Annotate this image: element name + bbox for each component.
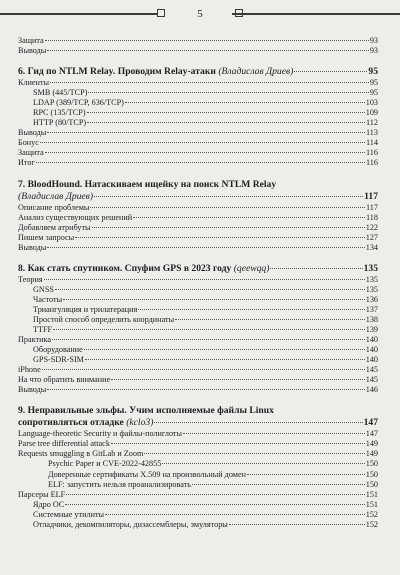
toc-entry-title: Оборудование: [33, 345, 83, 355]
page-number: 5: [197, 8, 203, 20]
toc-entry-page: 152: [365, 519, 378, 529]
toc-entry: [18, 78, 378, 88]
toc-entry-page: 95: [369, 88, 378, 98]
toc-entry: [18, 459, 378, 469]
toc-entry: [18, 223, 378, 233]
chapter-author: (Владислав Дриев): [18, 190, 94, 202]
toc-leader: [44, 279, 365, 280]
toc-entry: [18, 36, 378, 46]
toc-entry-title: ELF: запустить нельзя проанализировать: [48, 479, 192, 489]
toc-entry: [18, 315, 378, 325]
table-of-contents: [18, 36, 378, 530]
toc-entry: [18, 345, 378, 355]
toc-entry-page: 95: [369, 78, 378, 88]
toc-entry-title: Описание проблемы: [18, 202, 90, 212]
chapter-author: (kclo3): [126, 417, 154, 429]
toc-entry-title: Практика: [18, 335, 51, 345]
toc-entry-page: 147: [365, 429, 378, 439]
toc-entry: [18, 480, 378, 490]
toc-leader: [229, 524, 365, 525]
toc-leader: [50, 82, 369, 83]
toc-entry-title: Добавляем атрибуты: [18, 222, 91, 232]
toc-entry-page: 93: [369, 36, 378, 45]
toc-entry-page: 116: [366, 148, 378, 158]
toc-entry-title: GNSS: [33, 284, 54, 294]
chapter-title: 6. Гид по NTLM Relay. Проводим Relay-атаки: [18, 66, 216, 78]
toc-leader: [111, 379, 365, 380]
toc-entry: [18, 275, 378, 285]
toc-entry-title: GPS-SDR-SIM: [33, 355, 84, 365]
toc-leader: [270, 268, 362, 269]
toc-entry-page: 150: [365, 469, 378, 479]
chapter-heading: [18, 191, 378, 203]
toc-entry-page: 135: [365, 284, 378, 294]
toc-leader: [53, 329, 365, 330]
toc-entry-title: SMB (445/TCP): [33, 88, 88, 98]
toc-leader: [154, 422, 362, 423]
toc-entry-title: Выводы: [18, 385, 47, 395]
toc-entry: [18, 243, 378, 253]
toc-entry-page: 140: [365, 355, 378, 365]
toc-leader: [75, 237, 365, 238]
toc-leader: [45, 40, 369, 41]
toc-entry: [18, 520, 378, 530]
toc-leader: [87, 112, 365, 113]
toc-entry-page: 109: [365, 108, 378, 118]
toc-entry-title: Выводы: [18, 46, 47, 56]
toc-entry-title: Бонус: [18, 138, 39, 148]
toc-entry-page: 118: [366, 212, 378, 222]
toc-leader: [63, 299, 365, 300]
toc-entry-page: 139: [365, 324, 378, 334]
toc-entry-title: Системные утилиты: [33, 509, 105, 519]
toc-entry-page: 135: [365, 274, 378, 284]
chapter-title-cont: сопротивляться отладке: [18, 417, 124, 429]
toc-entry-title: На что обратить внимание: [18, 375, 111, 385]
toc-entry-title: Пишем запросы: [18, 232, 75, 242]
toc-entry-title: Простой способ определить координаты: [33, 314, 175, 324]
toc-entry-title: Language-theoretic Security и файлы-полиглоты: [18, 429, 183, 439]
chapter-entries: [18, 203, 378, 253]
toc-entry: [18, 375, 378, 385]
toc-entry-page: 152: [365, 509, 378, 519]
toc-leader: [192, 484, 365, 485]
toc-leader: [92, 227, 365, 228]
toc-leader: [85, 359, 365, 360]
toc-entry-title: Анализ существующих решений: [18, 212, 133, 222]
chapter-title: 9. Неправильные эльфы. Учим исполняемые файлы Linux: [18, 405, 274, 417]
toc-leader: [87, 122, 365, 123]
toc-entry: [18, 98, 378, 108]
toc-entry: [18, 439, 378, 449]
toc-entry: [18, 355, 378, 365]
chapter-heading: [18, 417, 378, 429]
toc-leader: [66, 494, 365, 495]
toc-entry: [18, 138, 378, 148]
chapter-title: 8. Как стать спутником. Спуфим GPS в 2023 году: [18, 262, 232, 274]
chapter-page: 147: [363, 417, 378, 429]
toc-entry-page: 138: [365, 314, 378, 324]
toc-entry-title: Защита: [18, 36, 44, 45]
toc-entry: [18, 305, 378, 315]
toc-leader: [45, 152, 365, 153]
toc-entry-title: HTTP (80/TCP): [33, 118, 87, 128]
toc-entry-page: 113: [366, 128, 378, 138]
chapter-entries: [18, 78, 378, 168]
chapter-page: 95: [368, 66, 378, 78]
toc-entry: [18, 470, 378, 480]
toc-entry-title: Частоты: [33, 294, 63, 304]
toc-leader: [138, 309, 364, 310]
toc-entry-page: 103: [365, 98, 378, 108]
toc-leader: [47, 389, 364, 390]
toc-entry: [18, 295, 378, 305]
toc-entry: [18, 510, 378, 520]
toc-leader: [88, 92, 368, 93]
toc-entry: [18, 203, 378, 213]
toc-entry-title: Requests smuggling в GitLab и Zoom: [18, 449, 144, 459]
toc-leader: [183, 433, 365, 434]
running-header: [0, 6, 400, 22]
toc-entry: [18, 500, 378, 510]
toc-leader: [84, 349, 365, 350]
toc-leader: [294, 71, 367, 72]
toc-entry: [18, 325, 378, 335]
toc-entry-page: 151: [365, 499, 378, 509]
toc-leader: [111, 443, 365, 444]
toc-entry: [18, 285, 378, 295]
chapter-title: 7. BloodHound. Натаскиваем ищейку на поиск NTLM Relay: [18, 178, 277, 190]
toc-entry: [18, 88, 378, 98]
chapter-page: 135: [363, 262, 378, 274]
toc-leader: [40, 142, 365, 143]
toc-entry-title: Ядро ОС: [33, 499, 65, 509]
toc-entry: [18, 365, 378, 375]
toc-leader: [65, 504, 364, 505]
toc-entry: [18, 385, 378, 395]
toc-leader: [47, 247, 364, 248]
toc-entry: [18, 118, 378, 128]
toc-entry-page: 112: [366, 118, 378, 128]
toc-entry: [18, 148, 378, 158]
toc-leader: [52, 339, 365, 340]
header-rule-right: [232, 13, 400, 15]
toc-entry-title: TTFF: [33, 324, 53, 334]
toc-entry-page: 145: [365, 375, 378, 385]
toc-entry: [18, 128, 378, 138]
chapter-heading: [18, 66, 378, 78]
toc-entry-page: 150: [365, 479, 378, 489]
toc-entry-page: 149: [365, 449, 378, 459]
toc-entry-title: Итог: [18, 158, 35, 168]
toc-entry: [18, 490, 378, 500]
toc-entry-page: 134: [365, 242, 378, 252]
chapter-author: (qeewqq): [233, 262, 270, 274]
toc-entry-page: 137: [365, 304, 378, 314]
toc-leader: [94, 196, 363, 197]
toc-entry: [18, 213, 378, 223]
chapter-page: 117: [364, 190, 378, 202]
toc-entry-page: 140: [365, 345, 378, 355]
toc-entry: [18, 108, 378, 118]
toc-entry-page: 93: [369, 46, 378, 56]
toc-leader: [36, 162, 365, 163]
toc-entry: [18, 46, 378, 56]
toc-entry-page: 140: [365, 335, 378, 345]
toc-entry: [18, 335, 378, 345]
toc-entry-title: Выводы: [18, 242, 47, 252]
toc-entry-page: 149: [365, 439, 378, 449]
header-rule-left: [0, 13, 160, 15]
toc-entry-page: 145: [365, 365, 378, 375]
toc-entry-title: iPhone: [18, 365, 41, 375]
toc-leader: [125, 102, 365, 103]
toc-entry-page: 151: [365, 489, 378, 499]
toc-entry-page: 127: [365, 232, 378, 242]
toc-entry-title: LDAP (389/TCP, 636/TCP): [33, 98, 124, 108]
toc-entry-title: Psychic Paper и CVE-2022-42855: [48, 459, 162, 469]
toc-entry-title: Клиенты: [18, 78, 50, 88]
toc-entry-page: 146: [365, 385, 378, 395]
toc-entry-title: Парсеры ELF: [18, 489, 66, 499]
toc-leader: [47, 50, 369, 51]
toc-leader: [175, 319, 365, 320]
toc-leader: [55, 289, 365, 290]
toc-entry-page: 136: [365, 294, 378, 304]
toc-entry: [18, 233, 378, 243]
chapter-author: (Владислав Дриев): [218, 66, 294, 78]
chapter-entries: [18, 275, 378, 396]
toc-leader: [105, 514, 365, 515]
toc-entry: [18, 449, 378, 459]
chapter-heading: [18, 263, 378, 275]
toc-entry-page: 117: [366, 202, 378, 212]
toc-leader: [144, 453, 364, 454]
toc-entry-title: RPC (135/TCP): [33, 108, 86, 118]
toc-leader: [133, 217, 365, 218]
toc-leader: [247, 474, 365, 475]
toc-entry-title: Выводы: [18, 128, 47, 138]
toc-entry-title: Доверенные сертификаты X.509 на произвольный домен: [48, 469, 246, 479]
toc-entry-title: Теория: [18, 274, 43, 284]
toc-entry-page: 116: [366, 158, 378, 168]
toc-entry-title: Отладчики, декомпиляторы, дизассемблеры, эмуляторы: [33, 519, 228, 529]
chapter-entries: [18, 429, 378, 529]
toc-leader: [42, 369, 365, 370]
toc-entry: [18, 429, 378, 439]
toc-leader: [162, 463, 364, 464]
toc-leader: [90, 207, 365, 208]
toc-entry: [18, 158, 378, 168]
toc-entry-title: Защита: [18, 148, 44, 158]
toc-leader: [47, 132, 365, 133]
toc-entry-page: 122: [365, 222, 378, 232]
toc-entry-title: Parse tree differential attack: [18, 439, 110, 449]
toc-entry-page: 150: [365, 459, 378, 469]
toc-entry-page: 114: [366, 138, 378, 148]
toc-entry-title: Триангуляция и трилатерация: [33, 304, 138, 314]
header-box-left: [157, 9, 165, 17]
